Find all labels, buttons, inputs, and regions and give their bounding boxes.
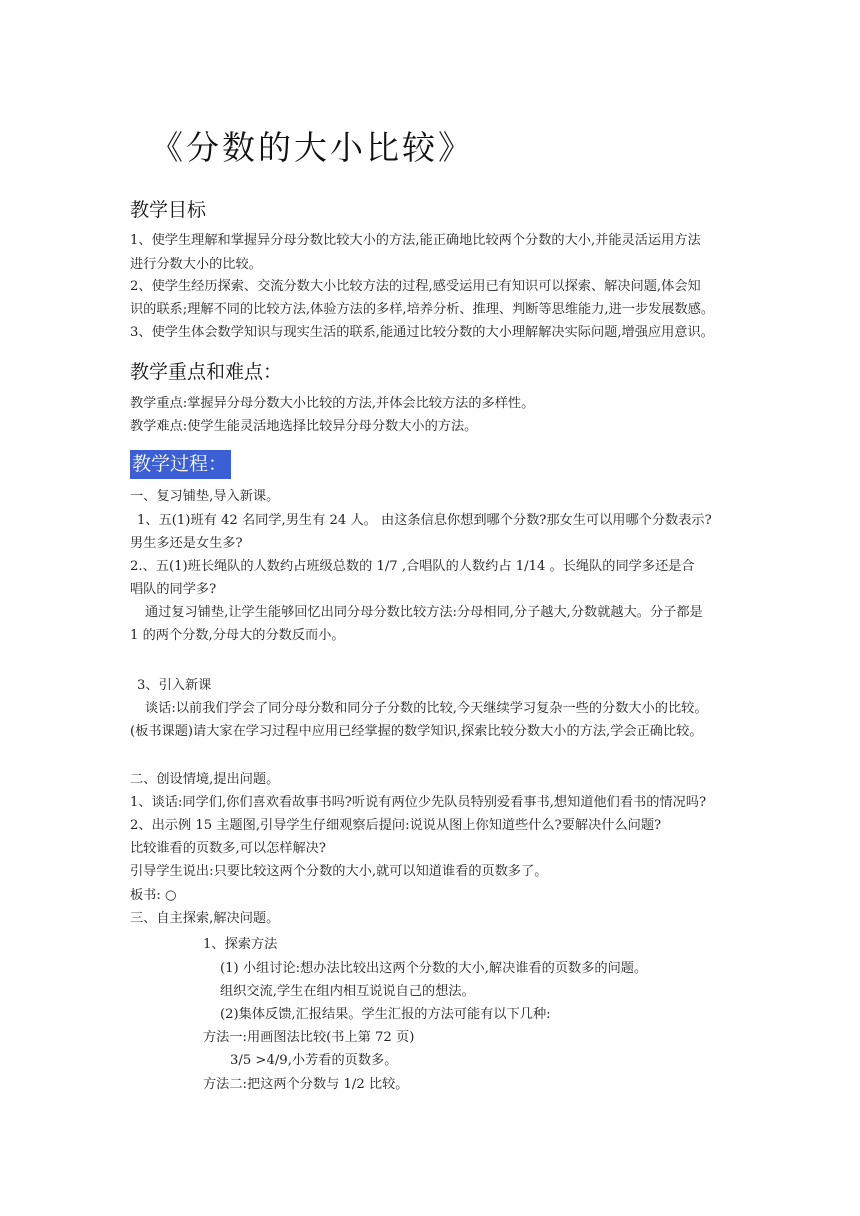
goal-line-4: 识的联系;理解不同的比较方法,体验方法的多样,培养分析、推理、判断等思维能力,进一步发展数感。 [130, 302, 715, 317]
process-line-17: 三、自主探索,解决问题。 [130, 911, 280, 926]
process-line-20: 组织交流,学生在组内相互说说自己的想法。 [220, 984, 475, 999]
process-line-11: 二、创设情境,提出问题。 [130, 772, 280, 787]
process-line-4: 2.、五(1)班长绳队的人数约占班级总数的 1/7 ,合唱队的人数约占 1/14 。长绳队的同学多还是合 [130, 559, 695, 574]
process-line-10: (板书课题)请大家在学习过程中应用已经掌握的数学知识,探索比较分数大小的方法,学会正确比较。 [130, 724, 703, 739]
process-line-9: 谈话:以前我们学会了同分母分数和同分子分数的比较,今天继续学习复杂一些的分数大小的比较。 [145, 701, 708, 716]
process-line-24: 方法二:把这两个分数与 1/2 比较。 [203, 1077, 409, 1092]
process-line-16: 板书: ○ [130, 888, 177, 903]
process-line-5: 唱队的同学多? [130, 582, 217, 597]
key-point-1: 教学重点:掌握异分母分数大小比较的方法,并体会比较方法的多样性。 [130, 396, 535, 411]
page-title: 《分数的大小比较》 [150, 128, 474, 167]
process-line-18: 1、探索方法 [203, 937, 278, 952]
goal-line-1: 1、使学生理解和掌握异分母分数比较大小的方法,能正确地比较两个分数的大小,并能灵活运用方法 [130, 233, 701, 248]
process-line-3: 男生多还是女生多? [130, 536, 243, 551]
process-heading [130, 449, 231, 476]
goals-heading: 教学目标 [130, 199, 207, 221]
process-line-15: 引导学生说出:只要比较这两个分数的大小,就可以知道谁看的页数多了。 [130, 864, 548, 879]
process-line-21: (2)集体反馈,汇报结果。学生汇报的方法可能有以下几种: [220, 1007, 551, 1022]
process-line-13: 2、出示例 15 主题图,引导学生仔细观察后提问:说说从图上你知道些什么?要解决什么问题? [130, 818, 662, 833]
goal-line-2: 进行分数大小的比较。 [130, 257, 262, 272]
process-line-22: 方法一:用画图法比较(书上第 72 页) [203, 1030, 415, 1045]
process-line-23: 3/5 >4/9,小芳看的页数多。 [230, 1053, 398, 1068]
key-point-2: 教学难点:使学生能灵活地选择比较异分母分数大小的方法。 [130, 419, 478, 434]
process-line-8: 3、引入新课 [137, 678, 212, 693]
process-line-6: 通过复习铺垫,让学生能够回忆出同分母分数比较方法:分母相同,分子越大,分数就越大。分子都是 [145, 605, 703, 620]
process-line-12: 1、谈话:同学们,你们喜欢看故事书吗?听说有两位少先队员特别爱看事书,想知道他们看书的情况吗? [130, 795, 707, 810]
process-line-2: 1、五(1)班有 42 名同学,男生有 24 人。 由这条信息你想到哪个分数?那女生可以用哪个分数表示? [137, 513, 712, 528]
process-line-1: 一、复习铺垫,导入新课。 [130, 489, 280, 504]
goal-line-5: 3、使学生体会数学知识与现实生活的联系,能通过比较分数的大小理解解决实际问题,增强应用意识。 [130, 325, 714, 340]
process-line-7: 1 的两个分数,分母大的分数反而小。 [130, 628, 345, 643]
process-line-14: 比较谁看的页数多,可以怎样解决? [130, 841, 326, 856]
process-line-19: (1) 小组讨论:想办法比较出这两个分数的大小,解决谁看的页数多的问题。 [220, 961, 648, 976]
key-heading: 教学重点和难点： [130, 361, 283, 383]
goal-line-3: 2、使学生经历探索、交流分数大小比较方法的过程,感受运用已有知识可以探索、解决问题,体会知 [130, 279, 701, 294]
process-heading-highlight: 教学过程： [130, 450, 231, 479]
